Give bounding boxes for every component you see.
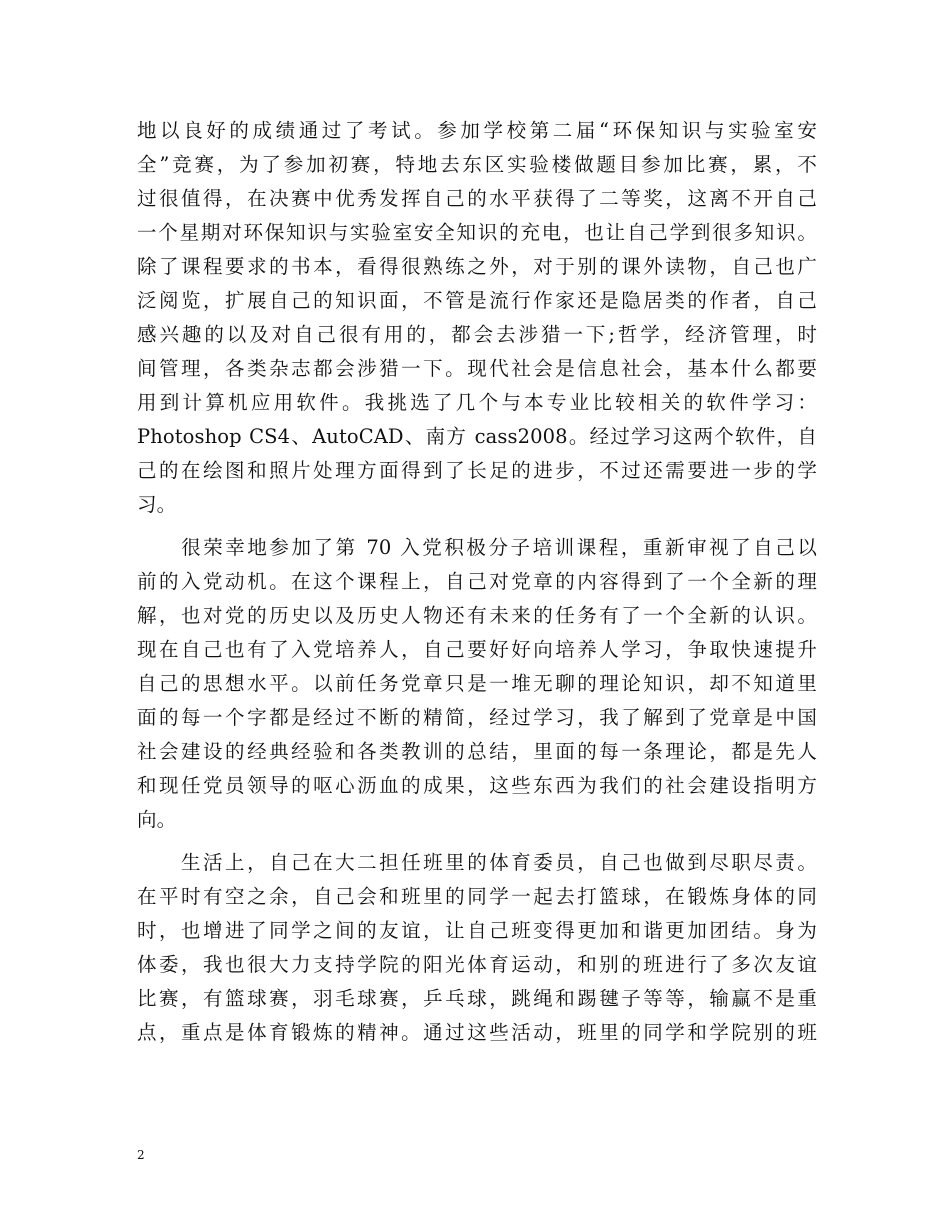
- text-line: 一个星期对环保知识与实验室安全知识的充电，也让自己学到很多知识。: [137, 221, 817, 244]
- text-line: 习。: [137, 493, 177, 516]
- text-line: 过很值得，在决赛中优秀发挥自己的水平获得了二等奖，这离不开自己: [137, 187, 817, 210]
- text-line: 用到计算机应用软件。我挑选了几个与本专业比较相关的软件学习：: [137, 391, 817, 414]
- text-line: 自己的思想水平。以前任务党章只是一堆无聊的理论知识，却不知道里: [137, 672, 817, 695]
- text-line: 在平时有空之余，自己会和班里的同学一起去打篮球，在锻炼身体的同: [137, 885, 817, 908]
- paragraph-gap: [137, 522, 817, 531]
- text-line: 生活上，自己在大二担任班里的体育委员，自己也做到尽职尽责。: [137, 851, 817, 874]
- text-line: 面的每一个字都是经过不断的精简，经过学习，我了解到了党章是中国: [137, 706, 817, 729]
- text-line: 全”竞赛，为了参加初赛，特地去东区实验楼做题目参加比赛，累，不: [137, 153, 817, 176]
- text-line: 向。: [137, 808, 177, 831]
- page-number: 2: [137, 1148, 145, 1162]
- text-line: 己的在绘图和照片处理方面得到了长足的进步，不过还需要进一步的学: [137, 459, 817, 482]
- text-line: 和现任党员领导的呕心沥血的成果，这些东西为我们的社会建设指明方: [137, 774, 817, 797]
- text-line: 很荣幸地参加了第 70 入党积极分子培训课程，重新审视了自己以: [137, 536, 817, 559]
- paragraph: [137, 846, 817, 1050]
- paragraph: [137, 114, 817, 522]
- text-line: 点，重点是体育锻炼的精神。通过这些活动，班里的同学和学院别的班: [137, 1021, 817, 1044]
- text-line: 现在自己也有了入党培养人，自己要好好向培养人学习，争取快速提升: [137, 638, 817, 661]
- text-line: 除了课程要求的书本，看得很熟练之外，对于别的课外读物，自己也广: [137, 255, 817, 278]
- paragraph-gap: [137, 837, 817, 846]
- text-line: 前的入党动机。在这个课程上，自己对党章的内容得到了一个全新的理: [137, 570, 817, 593]
- text-line: 地以良好的成绩通过了考试。参加学校第二届“环保知识与实验室安: [137, 119, 817, 142]
- text-line: 感兴趣的以及对自己很有用的，都会去涉猎一下;哲学，经济管理，时: [137, 323, 817, 346]
- text-line: Photoshop CS4、AutoCAD、南方 cass2008。经过学习这两个软件，自: [137, 425, 817, 448]
- text-line: 社会建设的经典经验和各类教训的总结，里面的每一条理论，都是先人: [137, 740, 817, 763]
- text-line: 间管理，各类杂志都会涉猎一下。现代社会是信息社会，基本什么都要: [137, 357, 817, 380]
- text-line: 体委，我也很大力支持学院的阳光体育运动，和别的班进行了多次友谊: [137, 953, 817, 976]
- text-line: 解，也对党的历史以及历史人物还有未来的任务有了一个全新的认识。: [137, 604, 817, 627]
- text-line: 泛阅览，扩展自己的知识面，不管是流行作家还是隐居类的作者，自己: [137, 289, 817, 312]
- paragraph: [137, 531, 817, 837]
- body-text: [137, 114, 817, 1050]
- text-line: 比赛，有篮球赛，羽毛球赛，乒乓球，跳绳和踢毽子等等，输赢不是重: [137, 987, 817, 1010]
- text-line: 时，也增进了同学之间的友谊，让自己班变得更加和谐更加团结。身为: [137, 919, 817, 942]
